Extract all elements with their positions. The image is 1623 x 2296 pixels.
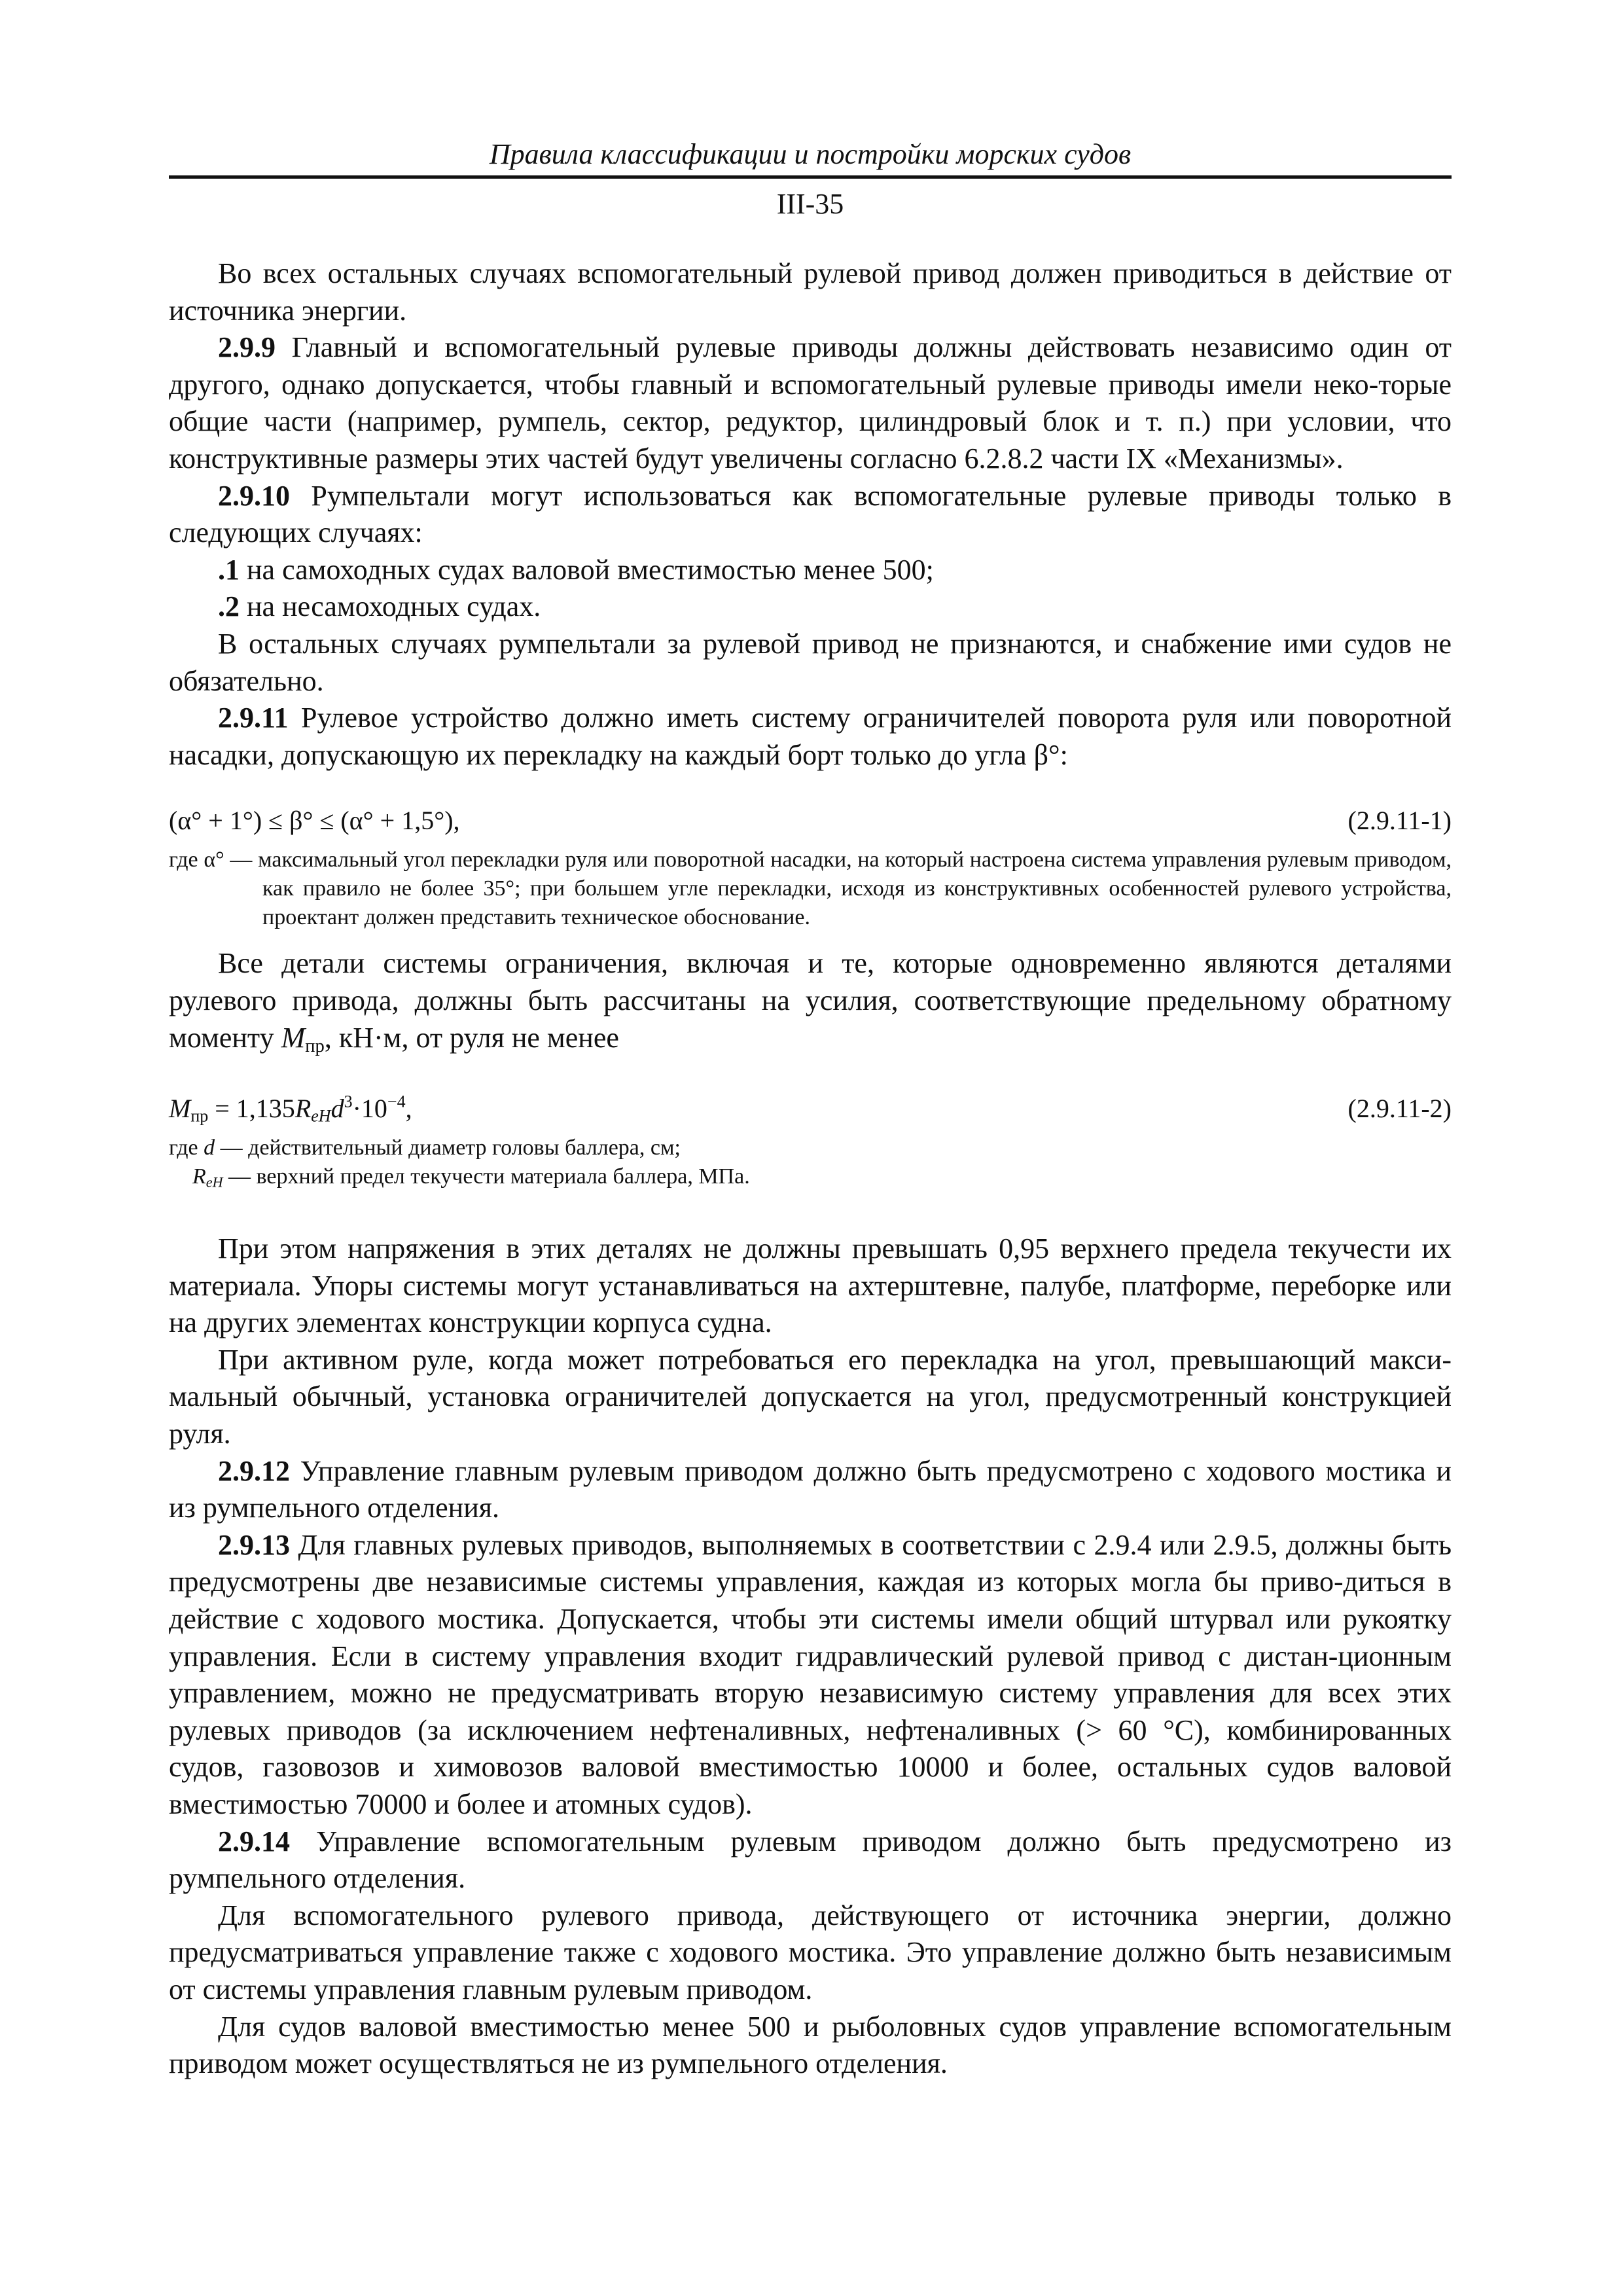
formula-expression: (α° + 1°) ≤ β° ≤ (α° + 1,5°), [169, 806, 460, 836]
list-item-text: на несамоходных судах. [247, 590, 541, 623]
subscript-pr: пр [190, 1106, 209, 1126]
list-item-number: .2 [218, 590, 240, 623]
list-item-text: на самоходных судах валовой вместимостью менее 500; [247, 553, 934, 586]
clause-number: 2.9.11 [218, 702, 289, 734]
paragraph-text: Все детали системы ограничения, включая и те, которые одновременно являются деталями рулевого привода, должны быть рассчитаны на усилия, соответствующие предельному обратному моменту [169, 947, 1452, 1054]
clause-number: 2.9.9 [218, 331, 276, 364]
clause-number: 2.9.10 [218, 479, 290, 512]
list-item-2 [169, 588, 1452, 626]
header-divider [169, 175, 1452, 179]
superscript-minus-4: −4 [387, 1092, 406, 1111]
clause-number: 2.9.14 [218, 1825, 290, 1857]
paragraph-active-rudder: При активном руле, когда может потребоваться его перекладка на угол, превышающий макси-мальный обычный, установка ограничителей допускается на угол, предусмотренный конструкцией руля. [169, 1343, 1452, 1450]
symbol-M: M [281, 1021, 306, 1054]
subscript-eH: eH [205, 1174, 223, 1191]
subscript-eH: eH [311, 1106, 331, 1126]
clause-text: Управление вспомогательным рулевым приводом должно быть предусмотрено из румпельного отделения. [169, 1825, 1452, 1895]
legend-text: — верхний предел текучести материала баллера, МПа. [223, 1164, 750, 1189]
clause-text: Главный и вспомогательный рулевые приводы должны действовать независимо один от другого, однако допускается, чтобы главный и вспомогательный рулевые приводы имели неко-торые общие части (например, румпель, сектор, редуктор, цилиндровый блок и т. п.) при условии, что конструктивные размеры этих частей будут увеличены согласно 6.2.8.2 части IX «Механизмы». [169, 331, 1452, 475]
formula-coefficient: = 1,135 [208, 1094, 295, 1124]
legend-row-d [169, 1134, 1452, 1162]
formula-1-legend [169, 846, 1452, 932]
symbol-M: M [169, 1094, 191, 1124]
formula-2-legend [169, 1134, 1452, 1191]
paragraph-aux-bridge-control: Для вспомогательного рулевого привода, действующего от источника энергии, должно предусматриваться управление также с ходового мостика. Это управление должно быть независимым от системы управления главным рулевым приводом. [169, 1899, 1452, 2005]
formula-number: (2.9.11-1) [1347, 806, 1452, 836]
moment-subscript: пр [305, 1035, 325, 1056]
symbol-d: d [204, 1136, 215, 1160]
page-number: III-35 [776, 188, 844, 220]
clause-2-9-12 [169, 1453, 1452, 1527]
formula-number: (2.9.11-2) [1347, 1094, 1452, 1124]
superscript-3: 3 [344, 1092, 353, 1111]
formula-expression [169, 1090, 412, 1127]
paragraph-small-vessels: Для судов валовой вместимостью менее 500 и рыболовных судов управление вспомогательным приводом может осуществляться не из румпельного отделения. [169, 2010, 1452, 2080]
running-header-title: Правила классификации и постройки морских судов [489, 138, 1132, 170]
legend-text: — действительный диаметр головы баллера, см; [215, 1136, 681, 1160]
document-body [169, 255, 1452, 2083]
clause-2-9-9 [169, 329, 1452, 477]
formula-2-9-11-1 [169, 802, 1452, 846]
paragraph-tiller-tackle: В остальных случаях румпельтали за рулевой привод не признаются, и снабжение ими судов не обязательно. [169, 627, 1452, 697]
clause-2-9-11 [169, 700, 1452, 774]
symbol-R: R [294, 1094, 312, 1124]
paragraph-limiter-details [169, 945, 1452, 1056]
clause-text: Для главных рулевых приводов, выполняемых в соответствии с 2.9.4 или 2.9.5, должны быть предусмотрены две независимые системы управления, каждая из которых могла бы приво-диться в действие с ходового мостика. Допускается, чтобы эти системы имели общий штурвал или рукоятку управления. Если в систему управления входит гидравлический рулевой привод с дистан-ционным управлением, можно не предусматривать вторую независимую систему управления для всех этих рулевых приводов (за исключением нефтеналивных, нефтеналивных (> 60 °С), комбинированных судов, газовозов и химовозов валовой вместимостью 10000 и более, остальных судов валовой вместимостью 70000 и более и атомных судов). [169, 1528, 1452, 1820]
clause-2-9-13 [169, 1527, 1452, 1823]
formula-power-base: ·10 [352, 1094, 387, 1124]
paragraph-stress-limits: При этом напряжения в этих деталях не должны превышать 0,95 верхнего предела текучести их материала. Упоры системы могут устанавливаться на ахтерштевне, палубе, платформе, переборке или на других элементах конструкции корпуса судна. [169, 1232, 1452, 1339]
legend-text: максимальный угол перекладки руля или поворотной насадки, на который настроена система управления рулевым приводом, как правило не более 35°; при большем угле перекладки, исходя из конструктивных особенностей рулевого устройства, проектант должен представить техническое обоснование. [258, 848, 1452, 930]
formula-2-9-11-2 [169, 1090, 1452, 1134]
paragraph-text-end: , кН·м, от руля не менее [324, 1021, 619, 1054]
clause-text: Управление главным рулевым приводом должно быть предусмотрено с ходового мостика и из румпельного отделения. [169, 1454, 1452, 1524]
symbol-R: R [192, 1164, 206, 1189]
list-item-1 [169, 552, 1452, 589]
list-item-number: .1 [218, 553, 240, 586]
clause-text: Румпельтали могут использоваться как вспомогательные рулевые приводы только в следующих случаях: [169, 479, 1452, 549]
legend-lead: где [169, 1136, 204, 1160]
clause-2-9-10 [169, 478, 1452, 552]
clause-text: Рулевое устройство должно иметь систему ограничителей поворота руля или поворотной насадки, допускающую их перекладку на каждый борт только до угла β°: [169, 702, 1452, 771]
clause-number: 2.9.12 [218, 1454, 290, 1487]
moment-symbol [281, 1022, 306, 1054]
formula-comma: , [405, 1094, 412, 1124]
clause-number: 2.9.13 [218, 1528, 290, 1561]
paragraph-energy-source: Во всех остальных случаях вспомогательный рулевой привод должен приводиться в действие от источника энергии. [169, 257, 1452, 327]
legend-row-reh [169, 1162, 1452, 1191]
symbol-d: d [330, 1094, 344, 1124]
clause-2-9-14 [169, 1823, 1452, 1897]
legend-lead: где α° — [169, 848, 259, 872]
